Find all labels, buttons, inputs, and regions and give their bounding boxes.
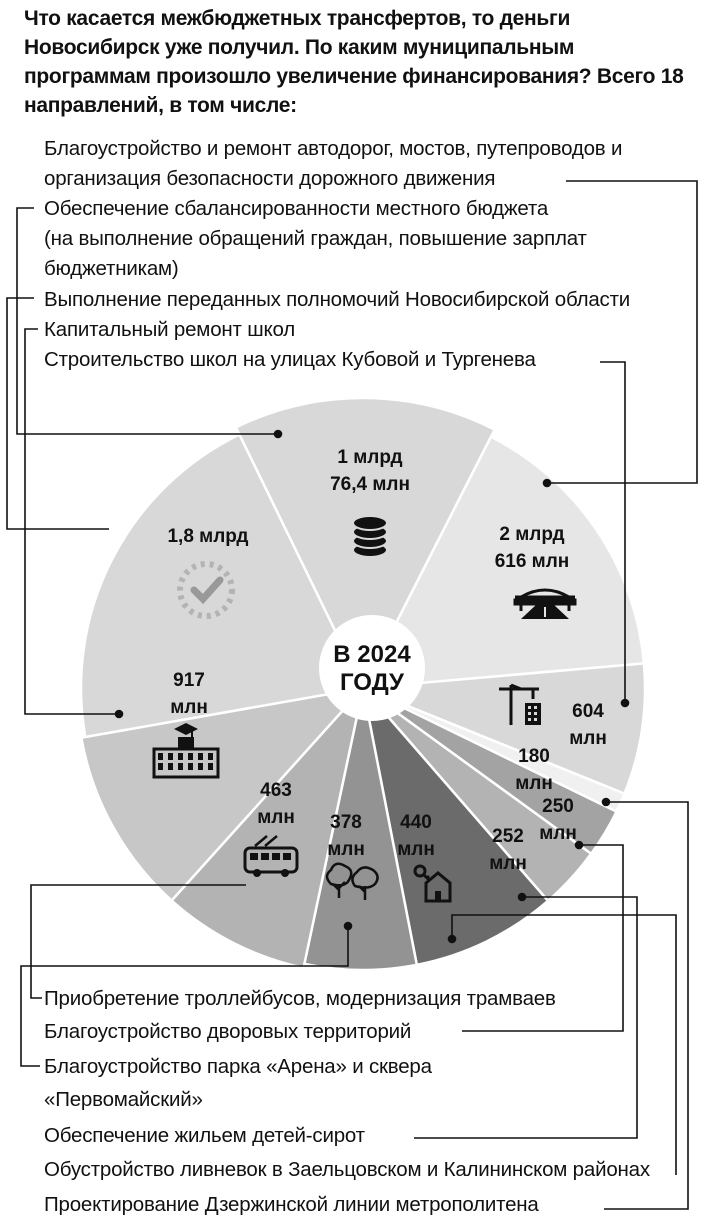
leader-region: [7, 298, 109, 529]
leader-dot: [622, 700, 629, 707]
slice-value-budget: 1 млрд: [337, 447, 403, 468]
label-repair: Капитальный ремонт школ: [44, 318, 295, 341]
leader-dot: [116, 711, 123, 718]
slice-value-roads: 2 млрд: [499, 524, 565, 545]
leader-dot: [544, 480, 551, 487]
slice-value-region: 1,8 млрд: [167, 526, 249, 547]
label-roads: организация безопасности дорожного движения: [44, 167, 496, 190]
label-budget: (на выполнение обращений граждан, повышение зарплат: [44, 227, 587, 250]
center-circle: [319, 615, 425, 721]
leader-roads: [547, 181, 697, 483]
slice-value-schools: млн: [569, 728, 607, 749]
slice-value-budget: 76,4 млн: [330, 474, 410, 495]
slice-value-repair: 917: [173, 670, 205, 691]
slice-value-drains: 250: [542, 796, 574, 817]
label-park: «Первомайский»: [44, 1088, 203, 1111]
leader-dot: [275, 431, 282, 438]
slice-value-drains: млн: [539, 823, 577, 844]
label-budget: Обеспечение сбалансированности местного бюджета: [44, 197, 549, 220]
header-text: Что касается межбюджетных трансфертов, то деньги Новосибирск уже получил. По каким муниципальным программам произошло увеличение финансирования? Всего 18 направлений, в том числе:: [24, 7, 684, 117]
slice-value-orphans: млн: [489, 853, 527, 874]
leader-dot: [519, 894, 526, 901]
leader-dot: [603, 799, 610, 806]
center-line2: ГОДУ: [340, 669, 404, 696]
slice-value-roads: 616 млн: [494, 551, 570, 572]
slice-value-yards: млн: [397, 839, 435, 860]
slice-value-schools: 604: [572, 701, 604, 722]
slice-value-yards: 440: [400, 812, 432, 833]
slice-value-trolley: млн: [257, 807, 295, 828]
leader-drains: [452, 915, 676, 1175]
leader-budget: [17, 208, 278, 434]
coins-icon: [353, 516, 387, 557]
label-region: Выполнение переданных полномочий Новосибирской области: [44, 288, 631, 311]
slice-value-trolley: 463: [260, 780, 292, 801]
label-schools: Строительство школ на улицах Кубовой и Тургенева: [44, 348, 536, 371]
leader-dot: [345, 923, 352, 930]
label-drains: Обустройство ливневок в Заельцовском и Калининском районах: [44, 1158, 650, 1181]
label-trolley: Приобретение троллейбусов, модернизация трамваев: [44, 987, 556, 1010]
slice-value-metro: 180: [518, 746, 550, 767]
slice-value-orphans: 252: [492, 826, 524, 847]
slice-value-repair: млн: [170, 697, 208, 718]
label-budget: бюджетникам): [44, 257, 179, 280]
label-roads: Благоустройство и ремонт автодорог, мостов, путепроводов и: [44, 137, 623, 160]
leader-dot: [449, 936, 456, 943]
label-metro: Проектирование Дзержинской линии метрополитена: [44, 1193, 539, 1216]
center-line1: В 2024: [333, 641, 411, 668]
slice-value-park: млн: [327, 839, 365, 860]
label-yards: Благоустройство дворовых территорий: [44, 1020, 412, 1043]
label-orphans: Обеспечение жильем детей-сирот: [44, 1124, 365, 1147]
slice-value-metro: млн: [515, 773, 553, 794]
label-park: Благоустройство парка «Арена» и сквера: [44, 1055, 432, 1078]
slice-value-park: 378: [330, 812, 362, 833]
